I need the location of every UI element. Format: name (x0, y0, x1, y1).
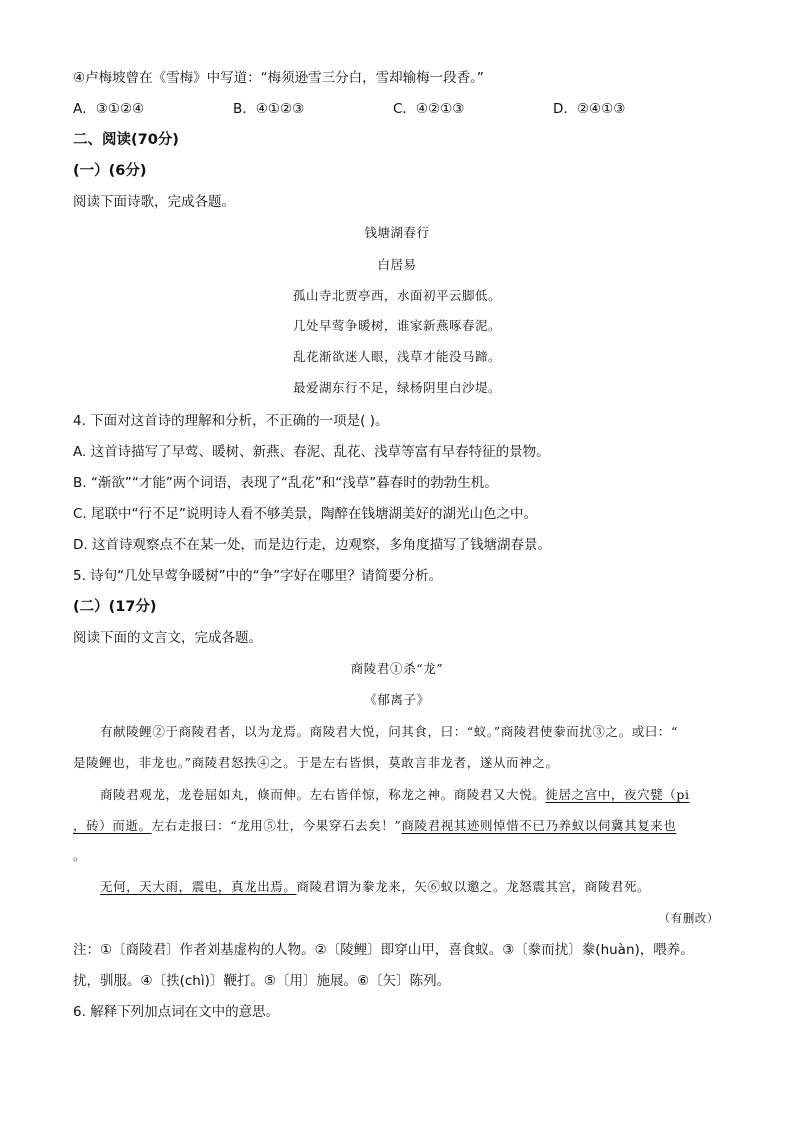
q4-option-b: B. “渐欲”“才能”两个词语，表现了“乱花”和“浅草”暮春时的勃勃生机。 (73, 475, 498, 491)
q4-option-c: C. 尾联中“行不足”说明诗人看不够美景，陶醉在钱塘湖美好的湖光山色之中。 (73, 506, 537, 522)
q3-option-b: B．④①②③ (233, 101, 305, 117)
underlined-punctuation-task: 商陵君视其迹则悼惜不已乃养蚁以伺冀其复来也 (401, 818, 677, 833)
q6-question: 6. 解释下列加点词在文中的意思。 (73, 1004, 280, 1020)
paragraph-2-line-1 (100, 785, 690, 805)
paragraph-2-line-2 (73, 816, 677, 836)
underlined-sentence: 无何，天大雨，震电，真龙出焉。 (100, 879, 297, 894)
poem-line-2: 几处早莺争暖树，谁家新燕啄春泥。 (292, 318, 501, 333)
notes-line-1: 注：①〔商陵君〕作者刘基虚构的人物。②〔陵鲤〕即穿山甲，喜食蚁。③〔豢而扰〕豢(huàn)，喂养。 (73, 942, 694, 958)
poem-line-1: 孤山寺北贾亭西，水面初平云脚低。 (292, 288, 501, 303)
paragraph-1-line-1: 有献陵鲤②于商陵君者，以为龙焉。商陵君大悦，问其食，曰：“蚁。”商陵君使豢而扰③之。或曰：“ (100, 724, 679, 739)
notes-line-2: 扰，驯服。④〔抶(chì)〕鞭打。⑤〔用〕施展。⑥〔矢〕陈列。 (73, 973, 451, 989)
part2-instruction: 阅读下面的文言文，完成各题。 (73, 630, 262, 646)
part1-heading: (一）(6分) (73, 163, 147, 179)
underlined-sentence: 徙居之宫中，夜穴甓（pi (545, 787, 690, 802)
poem-title: 钱塘湖春行 (364, 225, 430, 240)
quote-item-4: ④卢梅坡曾在《雪梅》中写道：“梅须逊雪三分白，雪却输梅一段香。” (73, 70, 484, 86)
poem-line-4: 最爱湖东行不足，绿杨阴里白沙堤。 (292, 380, 501, 395)
poem-line-3: 乱花渐欲迷人眼，浅草才能没马蹄。 (292, 349, 501, 364)
edit-note: （有删改） (658, 911, 719, 925)
classical-title: 商陵君①杀“龙” (350, 661, 444, 676)
section2-heading: 二、阅读(70分) (73, 132, 179, 148)
q4-stem: 4. 下面对这首诗的理解和分析，不正确的一项是( )。 (73, 413, 389, 429)
paragraph-2-text: 商陵君观龙，龙卷屈如丸，倏而伸。左右皆佯惊，称龙之神。商陵君又大悦。 (100, 787, 546, 802)
paragraph-3-text: 商陵君谓为豢龙来，矢⑥蚁以邀之。龙怒震其宫，商陵君死。 (296, 879, 651, 894)
underlined-sentence-end: ，砖）而逝。 (73, 818, 152, 833)
q3-option-a: A．③①②④ (73, 101, 145, 117)
paragraph-2-line-3: 。 (73, 848, 87, 863)
poem-author: 白居易 (377, 257, 417, 272)
q3-option-c: C．④②①③ (393, 101, 465, 117)
classical-source: 《郁离子》 (364, 692, 430, 707)
part1-instruction: 阅读下面诗歌，完成各题。 (73, 194, 235, 210)
paragraph-1-line-2: 是陵鲤也，非龙也。”商陵君怒抶④之。于是左右皆惧，莫敢言非龙者，遂从而神之。 (73, 755, 559, 770)
q5-question: 5. 诗句“几处早莺争暖树”中的“争”字好在哪里？请简要分析。 (73, 568, 443, 584)
paragraph-3-line-1 (100, 877, 650, 897)
part2-heading: (二）(17分) (73, 599, 157, 615)
q3-option-d: D．②④①③ (553, 101, 626, 117)
paragraph-2-text: 左右走报曰：“龙用⑤壮，今果穿石去矣！” (151, 818, 402, 833)
q4-option-d: D. 这首诗观察点不在某一处，而是边行走，边观察，多角度描写了钱塘湖春景。 (73, 537, 551, 553)
q4-option-a: A. 这首诗描写了早莺、暖树、新燕、春泥、乱花、浅草等富有早春特征的景物。 (73, 444, 550, 460)
